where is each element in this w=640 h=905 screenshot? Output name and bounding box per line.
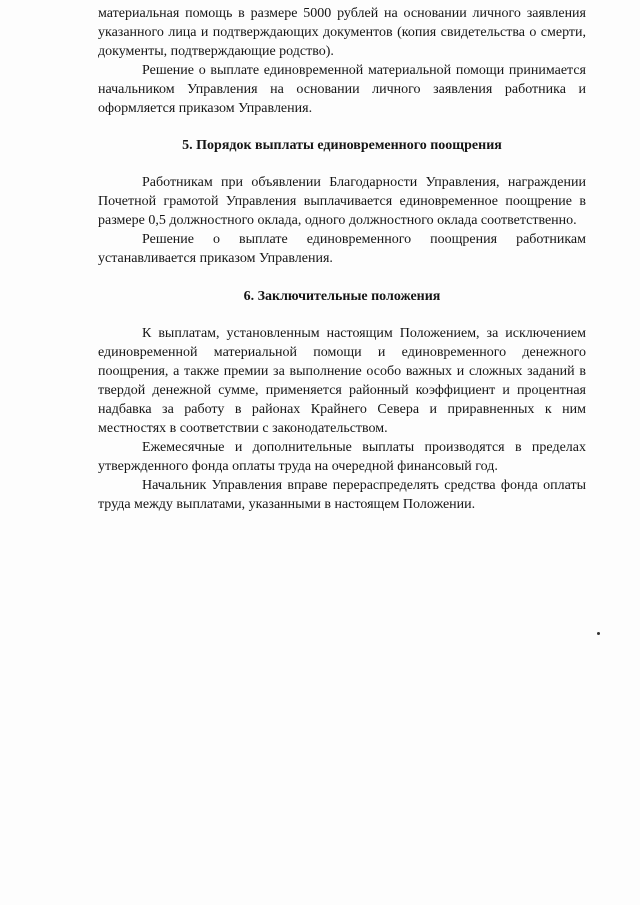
section-6-paragraph-2: Ежемесячные и дополнительные выплаты производятся в пределах утвержденного фонда оплаты труда на очередной финансовый год.	[98, 440, 586, 474]
section-6-heading: 6. Заключительные положения	[243, 289, 441, 304]
document-body	[98, 4, 586, 514]
paragraph-continuation: материальная помощь в размере 5000 рублей на основании личного заявления указанного лица и подтверждающих документов (копия свидетельства о смерти, документы, подтверждающие родство).	[98, 6, 586, 59]
scan-speck	[597, 632, 600, 635]
section-5-heading: 5. Порядок выплаты единовременного поощрения	[182, 138, 502, 153]
section-6-paragraph-1: К выплатам, установленным настоящим Положением, за исключением единовременной материальной помощи и единовременного денежного поощрения, а также премии за выполнение особо важных и сложных заданий в твердой денежной сумме, применяется районный коэффициент и процентная надбавка за работу в районах Крайнего Севера и приравненных к ним местностях в соответствии с законодательством.	[98, 326, 586, 436]
section-6-paragraph-3: Начальник Управления вправе перераспределять средства фонда оплаты труда между выплатами, указанными в настоящем Положении.	[98, 478, 586, 512]
paragraph-decision-aid: Решение о выплате единовременной материальной помощи принимается начальником Управления на основании личного заявления работника и оформляется приказом Управления.	[98, 63, 586, 116]
section-5-paragraph-1: Работникам при объявлении Благодарности Управления, награждении Почетной грамотой Управления выплачивается единовременное поощрение в размере 0,5 должностного оклада, одного должностного оклада соответственно.	[98, 175, 586, 228]
section-5-paragraph-2: Решение о выплате единовременного поощрения работникам устанавливается приказом Управления.	[98, 232, 586, 266]
